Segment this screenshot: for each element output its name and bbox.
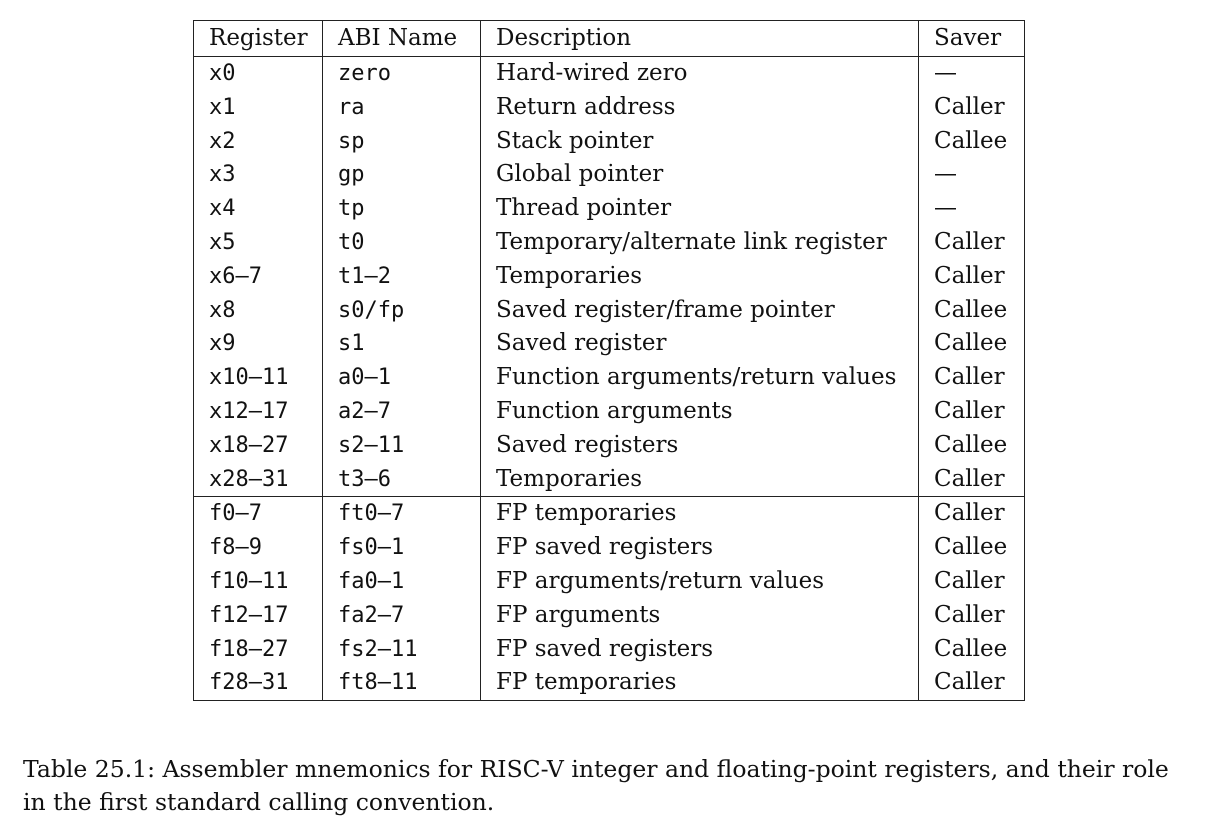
register-cell: x18–27	[194, 429, 323, 463]
saver-cell: Caller	[919, 395, 1025, 429]
header-description: Description	[481, 21, 919, 57]
description-cell: Global pointer	[481, 158, 919, 192]
description-cell: Thread pointer	[481, 192, 919, 226]
saver-cell: Caller	[919, 565, 1025, 599]
table-caption: Table 25.1: Assembler mnemonics for RISC-V integer and floating-point registers, and their role in the first standard calling convention.	[23, 755, 1169, 816]
table-row	[194, 497, 1025, 531]
abi-name-cell: a2–7	[323, 395, 481, 429]
register-cell: f12–17	[194, 599, 323, 633]
abi-name-cell: s2–11	[323, 429, 481, 463]
description-cell: Function arguments	[481, 395, 919, 429]
abi-name-cell: t0	[323, 226, 481, 260]
table-header-row	[194, 21, 1025, 57]
register-cell: f28–31	[194, 666, 323, 700]
register-cell: x2	[194, 125, 323, 159]
saver-cell: Caller	[919, 260, 1025, 294]
abi-name-cell: s1	[323, 327, 481, 361]
table-row	[194, 429, 1025, 463]
description-cell: FP saved registers	[481, 531, 919, 565]
table-row	[194, 565, 1025, 599]
register-cell: x12–17	[194, 395, 323, 429]
register-cell: x0	[194, 57, 323, 91]
saver-cell: Caller	[919, 666, 1025, 700]
abi-name-cell: t1–2	[323, 260, 481, 294]
table-row	[194, 294, 1025, 328]
description-cell: FP temporaries	[481, 666, 919, 700]
saver-cell: Callee	[919, 429, 1025, 463]
description-cell: Stack pointer	[481, 125, 919, 159]
header-abi-name: ABI Name	[323, 21, 481, 57]
abi-name-cell: fa2–7	[323, 599, 481, 633]
description-cell: FP arguments	[481, 599, 919, 633]
saver-cell: —	[919, 192, 1025, 226]
description-cell: FP saved registers	[481, 633, 919, 667]
description-cell: Temporaries	[481, 463, 919, 497]
description-cell: Temporary/alternate link register	[481, 226, 919, 260]
abi-name-cell: a0–1	[323, 361, 481, 395]
register-cell: x6–7	[194, 260, 323, 294]
header-register: Register	[194, 21, 323, 57]
table-row	[194, 395, 1025, 429]
abi-name-cell: fs2–11	[323, 633, 481, 667]
description-cell: FP arguments/return values	[481, 565, 919, 599]
register-cell: f10–11	[194, 565, 323, 599]
table-row	[194, 633, 1025, 667]
saver-cell: Caller	[919, 226, 1025, 260]
table-row	[194, 260, 1025, 294]
abi-name-cell: ra	[323, 91, 481, 125]
table-row	[194, 666, 1025, 700]
abi-name-cell: s0/fp	[323, 294, 481, 328]
saver-cell: Callee	[919, 633, 1025, 667]
table-row	[194, 599, 1025, 633]
description-cell: Saved registers	[481, 429, 919, 463]
register-cell: x9	[194, 327, 323, 361]
register-cell: x1	[194, 91, 323, 125]
register-cell: f8–9	[194, 531, 323, 565]
abi-name-cell: fa0–1	[323, 565, 481, 599]
saver-cell: Caller	[919, 599, 1025, 633]
table-row	[194, 158, 1025, 192]
description-cell: Saved register/frame pointer	[481, 294, 919, 328]
saver-cell: Caller	[919, 497, 1025, 531]
abi-name-cell: sp	[323, 125, 481, 159]
description-cell: Temporaries	[481, 260, 919, 294]
table-row	[194, 57, 1025, 91]
table-row	[194, 91, 1025, 125]
saver-cell: —	[919, 57, 1025, 91]
register-cell: x28–31	[194, 463, 323, 497]
saver-cell: Caller	[919, 463, 1025, 497]
description-cell: Function arguments/return values	[481, 361, 919, 395]
abi-name-cell: ft8–11	[323, 666, 481, 700]
abi-name-cell: zero	[323, 57, 481, 91]
register-cell: x3	[194, 158, 323, 192]
header-saver: Saver	[919, 21, 1025, 57]
saver-cell: —	[919, 158, 1025, 192]
table-row	[194, 327, 1025, 361]
abi-name-cell: gp	[323, 158, 481, 192]
table-row	[194, 361, 1025, 395]
table-row	[194, 531, 1025, 565]
description-cell: Return address	[481, 91, 919, 125]
abi-name-cell: fs0–1	[323, 531, 481, 565]
integer-register-rows	[194, 57, 1025, 497]
abi-name-cell: tp	[323, 192, 481, 226]
saver-cell: Callee	[919, 531, 1025, 565]
register-table	[193, 20, 1025, 701]
register-cell: f18–27	[194, 633, 323, 667]
abi-name-cell: t3–6	[323, 463, 481, 497]
saver-cell: Callee	[919, 294, 1025, 328]
abi-name-cell: ft0–7	[323, 497, 481, 531]
register-table-container	[193, 20, 1024, 701]
saver-cell: Callee	[919, 125, 1025, 159]
description-cell: Saved register	[481, 327, 919, 361]
saver-cell: Caller	[919, 91, 1025, 125]
table-row	[194, 226, 1025, 260]
register-cell: f0–7	[194, 497, 323, 531]
register-cell: x8	[194, 294, 323, 328]
register-cell: x5	[194, 226, 323, 260]
saver-cell: Callee	[919, 327, 1025, 361]
table-row	[194, 192, 1025, 226]
fp-register-rows	[194, 497, 1025, 701]
table-row	[194, 125, 1025, 159]
saver-cell: Caller	[919, 361, 1025, 395]
table-row	[194, 463, 1025, 497]
register-cell: x4	[194, 192, 323, 226]
register-cell: x10–11	[194, 361, 323, 395]
description-cell: FP temporaries	[481, 497, 919, 531]
description-cell: Hard-wired zero	[481, 57, 919, 91]
